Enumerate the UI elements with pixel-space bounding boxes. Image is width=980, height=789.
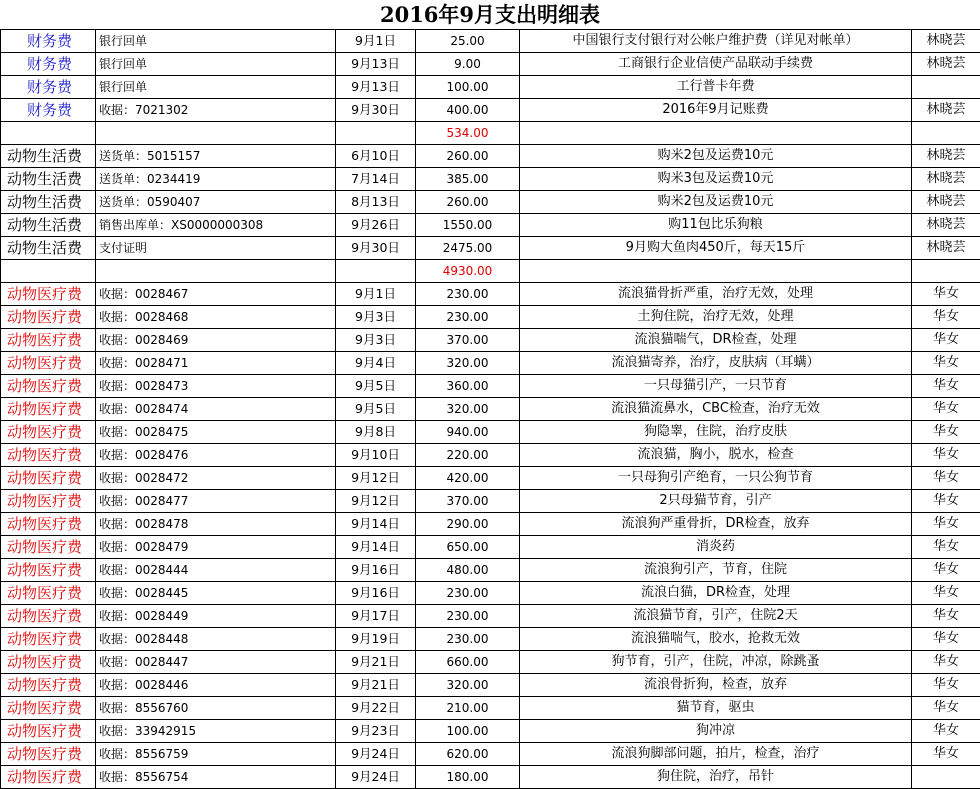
table-row [1,352,980,375]
description-cell[interactable]: 工行普卡年费 [520,76,912,99]
date-cell[interactable]: 9月5日 [336,375,416,398]
person-cell[interactable]: 华女 [912,651,980,674]
date-cell[interactable]: 9月16日 [336,559,416,582]
document-cell[interactable]: 收据：7021302 [96,99,336,122]
description-cell[interactable]: 流浪猫流鼻水，CBC检查，治疗无效 [520,398,912,421]
empty-cell[interactable] [1,260,96,283]
amount-cell[interactable]: 180.00 [416,766,520,789]
date-cell[interactable]: 9月14日 [336,536,416,559]
table-row [1,490,980,513]
date-cell[interactable]: 9月17日 [336,605,416,628]
description-cell[interactable]: 工商银行企业信使产品联动手续费 [520,53,912,76]
category-cell[interactable]: 动物医疗费 [1,467,96,490]
description-cell[interactable]: 购米3包及运费10元 [520,168,912,191]
description-cell[interactable]: 消炎药 [520,536,912,559]
document-cell[interactable]: 收据：0028471 [96,352,336,375]
person-cell[interactable]: 华女 [912,375,980,398]
table-row [1,467,980,490]
person-cell[interactable]: 华女 [912,513,980,536]
description-cell[interactable]: 中国银行支付银行对公帐户维护费（详见对帐单） [520,30,912,53]
person-cell[interactable]: 华女 [912,720,980,743]
person-cell[interactable]: 华女 [912,628,980,651]
person-cell[interactable] [912,76,980,99]
table-row [1,237,980,260]
document-cell[interactable]: 收据：33942915 [96,720,336,743]
document-cell[interactable]: 收据：0028448 [96,628,336,651]
person-cell[interactable]: 华女 [912,283,980,306]
table-row [1,559,980,582]
description-cell[interactable]: 土狗住院，治疗无效，处理 [520,306,912,329]
description-cell[interactable]: 一只母狗引产绝育，一只公狗节育 [520,467,912,490]
empty-cell[interactable] [336,260,416,283]
document-cell[interactable]: 收据：0028449 [96,605,336,628]
person-cell[interactable]: 华女 [912,674,980,697]
amount-cell[interactable]: 650.00 [416,536,520,559]
person-cell[interactable]: 林晓芸 [912,237,980,260]
date-cell[interactable]: 6月10日 [336,145,416,168]
category-cell[interactable]: 动物生活费 [1,191,96,214]
person-cell[interactable]: 华女 [912,467,980,490]
amount-cell[interactable]: 480.00 [416,559,520,582]
person-cell[interactable]: 华女 [912,697,980,720]
description-cell[interactable]: 狗冲凉 [520,720,912,743]
table-row [1,398,980,421]
date-cell[interactable]: 9月21日 [336,651,416,674]
amount-cell[interactable]: 290.00 [416,513,520,536]
date-cell[interactable]: 9月10日 [336,444,416,467]
date-cell[interactable]: 9月4日 [336,352,416,375]
document-cell[interactable]: 收据：0028477 [96,490,336,513]
table-row [1,674,980,697]
empty-cell[interactable] [96,260,336,283]
document-cell[interactable]: 收据：0028475 [96,421,336,444]
subtotal-row [1,122,980,145]
date-cell[interactable]: 9月12日 [336,490,416,513]
document-cell[interactable]: 送货单：0234419 [96,168,336,191]
table-row [1,168,980,191]
amount-cell[interactable]: 400.00 [416,99,520,122]
category-cell[interactable]: 动物医疗费 [1,444,96,467]
empty-cell[interactable] [520,122,912,145]
category-cell[interactable]: 动物医疗费 [1,605,96,628]
description-cell[interactable]: 2只母猫节育，引产 [520,490,912,513]
person-cell[interactable]: 华女 [912,329,980,352]
category-cell[interactable]: 动物医疗费 [1,559,96,582]
description-cell[interactable]: 流浪猫喘气，DR检查，处理 [520,329,912,352]
date-cell[interactable]: 7月14日 [336,168,416,191]
person-cell[interactable]: 林晓芸 [912,145,980,168]
document-cell[interactable]: 收据：0028469 [96,329,336,352]
amount-cell[interactable]: 100.00 [416,76,520,99]
table-row [1,191,980,214]
document-cell[interactable]: 收据：0028445 [96,582,336,605]
table-row [1,582,980,605]
date-cell[interactable]: 9月23日 [336,720,416,743]
subtotal-cell[interactable]: 534.00 [416,122,520,145]
amount-cell[interactable]: 100.00 [416,720,520,743]
table-row [1,53,980,76]
amount-cell[interactable]: 230.00 [416,306,520,329]
category-cell[interactable]: 动物医疗费 [1,306,96,329]
document-cell[interactable]: 支付证明 [96,237,336,260]
description-cell[interactable]: 流浪猫寄养，治疗，皮肤病（耳螨） [520,352,912,375]
table-row [1,743,980,766]
amount-cell[interactable]: 260.00 [416,191,520,214]
table-row [1,605,980,628]
person-cell[interactable]: 华女 [912,490,980,513]
amount-cell[interactable]: 210.00 [416,697,520,720]
category-cell[interactable]: 动物生活费 [1,168,96,191]
person-cell[interactable]: 林晓芸 [912,30,980,53]
person-cell[interactable]: 华女 [912,306,980,329]
category-cell[interactable]: 动物医疗费 [1,582,96,605]
amount-cell[interactable]: 25.00 [416,30,520,53]
category-cell[interactable]: 动物医疗费 [1,352,96,375]
person-cell[interactable]: 华女 [912,444,980,467]
category-cell[interactable]: 动物医疗费 [1,329,96,352]
table-row [1,76,980,99]
empty-cell[interactable] [520,260,912,283]
category-cell[interactable]: 动物生活费 [1,237,96,260]
person-cell[interactable]: 华女 [912,582,980,605]
person-cell[interactable]: 华女 [912,352,980,375]
description-cell[interactable]: 流浪狗严重骨折，DR检查，放弃 [520,513,912,536]
amount-cell[interactable]: 230.00 [416,605,520,628]
description-cell[interactable]: 流浪骨折狗，检查，放弃 [520,674,912,697]
amount-cell[interactable]: 230.00 [416,582,520,605]
date-cell[interactable]: 9月22日 [336,697,416,720]
table-row [1,720,980,743]
category-cell[interactable]: 财务费 [1,53,96,76]
category-cell[interactable]: 财务费 [1,99,96,122]
category-cell[interactable]: 动物医疗费 [1,375,96,398]
document-cell[interactable]: 收据：0028467 [96,283,336,306]
amount-cell[interactable]: 420.00 [416,467,520,490]
amount-cell[interactable]: 220.00 [416,444,520,467]
person-cell[interactable]: 林晓芸 [912,168,980,191]
document-cell[interactable]: 送货单：0590407 [96,191,336,214]
description-cell[interactable]: 流浪狗引产，节育，住院 [520,559,912,582]
person-cell[interactable]: 华女 [912,536,980,559]
document-cell[interactable]: 收据：0028476 [96,444,336,467]
person-cell[interactable]: 林晓芸 [912,53,980,76]
person-cell[interactable]: 华女 [912,421,980,444]
document-cell[interactable]: 收据：0028468 [96,306,336,329]
amount-cell[interactable]: 940.00 [416,421,520,444]
document-cell[interactable]: 收据：0028444 [96,559,336,582]
amount-cell[interactable]: 320.00 [416,352,520,375]
table-row [1,444,980,467]
date-cell[interactable]: 9月3日 [336,306,416,329]
date-cell[interactable]: 9月30日 [336,237,416,260]
document-cell[interactable]: 收据：8556760 [96,697,336,720]
document-cell[interactable]: 收据：0028446 [96,674,336,697]
document-cell[interactable]: 收据：0028479 [96,536,336,559]
description-cell[interactable]: 流浪猫喘气，胶水，抢救无效 [520,628,912,651]
document-cell[interactable]: 收据：0028447 [96,651,336,674]
table-row [1,329,980,352]
description-cell[interactable]: 购11包比乐狗粮 [520,214,912,237]
date-cell[interactable]: 9月13日 [336,53,416,76]
category-cell[interactable]: 财务费 [1,76,96,99]
person-cell[interactable]: 华女 [912,743,980,766]
date-cell[interactable]: 9月21日 [336,674,416,697]
description-cell[interactable]: 流浪猫骨折严重，治疗无效，处理 [520,283,912,306]
category-cell[interactable]: 动物生活费 [1,145,96,168]
amount-cell[interactable]: 320.00 [416,674,520,697]
category-cell[interactable]: 动物医疗费 [1,628,96,651]
description-cell[interactable]: 猫节育，驱虫 [520,697,912,720]
table-row [1,283,980,306]
amount-cell[interactable]: 370.00 [416,329,520,352]
person-cell[interactable] [912,766,980,789]
table-row [1,145,980,168]
description-cell[interactable]: 狗住院，治疗，吊针 [520,766,912,789]
document-cell[interactable]: 收据：0028474 [96,398,336,421]
category-cell[interactable]: 动物医疗费 [1,421,96,444]
description-cell[interactable]: 狗隐睾，住院，治疗皮肤 [520,421,912,444]
document-cell[interactable]: 收据：0028478 [96,513,336,536]
category-cell[interactable]: 财务费 [1,30,96,53]
date-cell[interactable]: 9月1日 [336,30,416,53]
empty-cell[interactable] [1,122,96,145]
table-row [1,766,980,789]
date-cell[interactable]: 9月26日 [336,214,416,237]
expense-table [0,29,980,789]
date-cell[interactable]: 8月13日 [336,191,416,214]
date-cell[interactable]: 9月16日 [336,582,416,605]
date-cell[interactable]: 9月12日 [336,467,416,490]
description-cell[interactable]: 流浪狗脚部问题，拍片，检查，治疗 [520,743,912,766]
empty-cell[interactable] [912,122,980,145]
date-cell[interactable]: 9月24日 [336,766,416,789]
amount-cell[interactable]: 370.00 [416,490,520,513]
date-cell[interactable]: 9月5日 [336,398,416,421]
description-cell[interactable]: 购米2包及运费10元 [520,145,912,168]
description-cell[interactable]: 2016年9月记账费 [520,99,912,122]
category-cell[interactable]: 动物医疗费 [1,743,96,766]
person-cell[interactable]: 林晓芸 [912,191,980,214]
amount-cell[interactable]: 620.00 [416,743,520,766]
category-cell[interactable]: 动物医疗费 [1,490,96,513]
table-row [1,214,980,237]
document-cell[interactable]: 银行回单 [96,76,336,99]
amount-cell[interactable]: 385.00 [416,168,520,191]
table-row [1,375,980,398]
amount-cell[interactable]: 260.00 [416,145,520,168]
date-cell[interactable]: 9月1日 [336,283,416,306]
table-row [1,30,980,53]
empty-cell[interactable] [336,122,416,145]
person-cell[interactable]: 林晓芸 [912,214,980,237]
description-cell[interactable]: 流浪猫节育，引产，住院2天 [520,605,912,628]
category-cell[interactable]: 动物医疗费 [1,283,96,306]
document-cell[interactable]: 收据：8556759 [96,743,336,766]
date-cell[interactable]: 9月30日 [336,99,416,122]
date-cell[interactable]: 9月8日 [336,421,416,444]
subtotal-row [1,260,980,283]
date-cell[interactable]: 9月14日 [336,513,416,536]
description-cell[interactable]: 一只母猫引产，一只节育 [520,375,912,398]
person-cell[interactable]: 华女 [912,559,980,582]
amount-cell[interactable]: 360.00 [416,375,520,398]
amount-cell[interactable]: 660.00 [416,651,520,674]
amount-cell[interactable]: 230.00 [416,628,520,651]
category-cell[interactable]: 动物医疗费 [1,536,96,559]
amount-cell[interactable]: 9.00 [416,53,520,76]
table-row [1,99,980,122]
amount-cell[interactable]: 230.00 [416,283,520,306]
date-cell[interactable]: 9月13日 [336,76,416,99]
category-cell[interactable]: 动物医疗费 [1,651,96,674]
table-row [1,306,980,329]
description-cell[interactable]: 9月购大鱼肉450斤，每天15斤 [520,237,912,260]
category-cell[interactable]: 动物医疗费 [1,674,96,697]
empty-cell[interactable] [912,260,980,283]
table-row [1,651,980,674]
category-cell[interactable]: 动物医疗费 [1,720,96,743]
amount-cell[interactable]: 320.00 [416,398,520,421]
amount-cell[interactable]: 1550.00 [416,214,520,237]
table-row [1,628,980,651]
table-row [1,421,980,444]
table-row [1,536,980,559]
category-cell[interactable]: 动物医疗费 [1,513,96,536]
table-row [1,513,980,536]
document-cell[interactable]: 送货单：5015157 [96,145,336,168]
document-cell[interactable]: 银行回单 [96,30,336,53]
date-cell[interactable]: 9月24日 [336,743,416,766]
person-cell[interactable]: 华女 [912,605,980,628]
subtotal-cell[interactable]: 4930.00 [416,260,520,283]
category-cell[interactable]: 动物医疗费 [1,398,96,421]
document-cell[interactable]: 销售出库单：XS0000000308 [96,214,336,237]
person-cell[interactable]: 华女 [912,398,980,421]
description-cell[interactable]: 流浪白猫，DR检查，处理 [520,582,912,605]
person-cell[interactable]: 林晓芸 [912,99,980,122]
category-cell[interactable]: 动物医疗费 [1,766,96,789]
date-cell[interactable]: 9月19日 [336,628,416,651]
table-row [1,697,980,720]
description-cell[interactable]: 购米2包及运费10元 [520,191,912,214]
document-cell[interactable]: 银行回单 [96,53,336,76]
amount-cell[interactable]: 2475.00 [416,237,520,260]
sheet-title: 2016年9月支出明细表 [379,2,601,27]
category-cell[interactable]: 动物生活费 [1,214,96,237]
empty-cell[interactable] [96,122,336,145]
date-cell[interactable]: 9月3日 [336,329,416,352]
description-cell[interactable]: 狗节育，引产，住院，冲凉，除跳蚤 [520,651,912,674]
document-cell[interactable]: 收据：0028472 [96,467,336,490]
category-cell[interactable]: 动物医疗费 [1,697,96,720]
description-cell[interactable]: 流浪猫，胸小，脱水，检查 [520,444,912,467]
document-cell[interactable]: 收据：8556754 [96,766,336,789]
document-cell[interactable]: 收据：0028473 [96,375,336,398]
